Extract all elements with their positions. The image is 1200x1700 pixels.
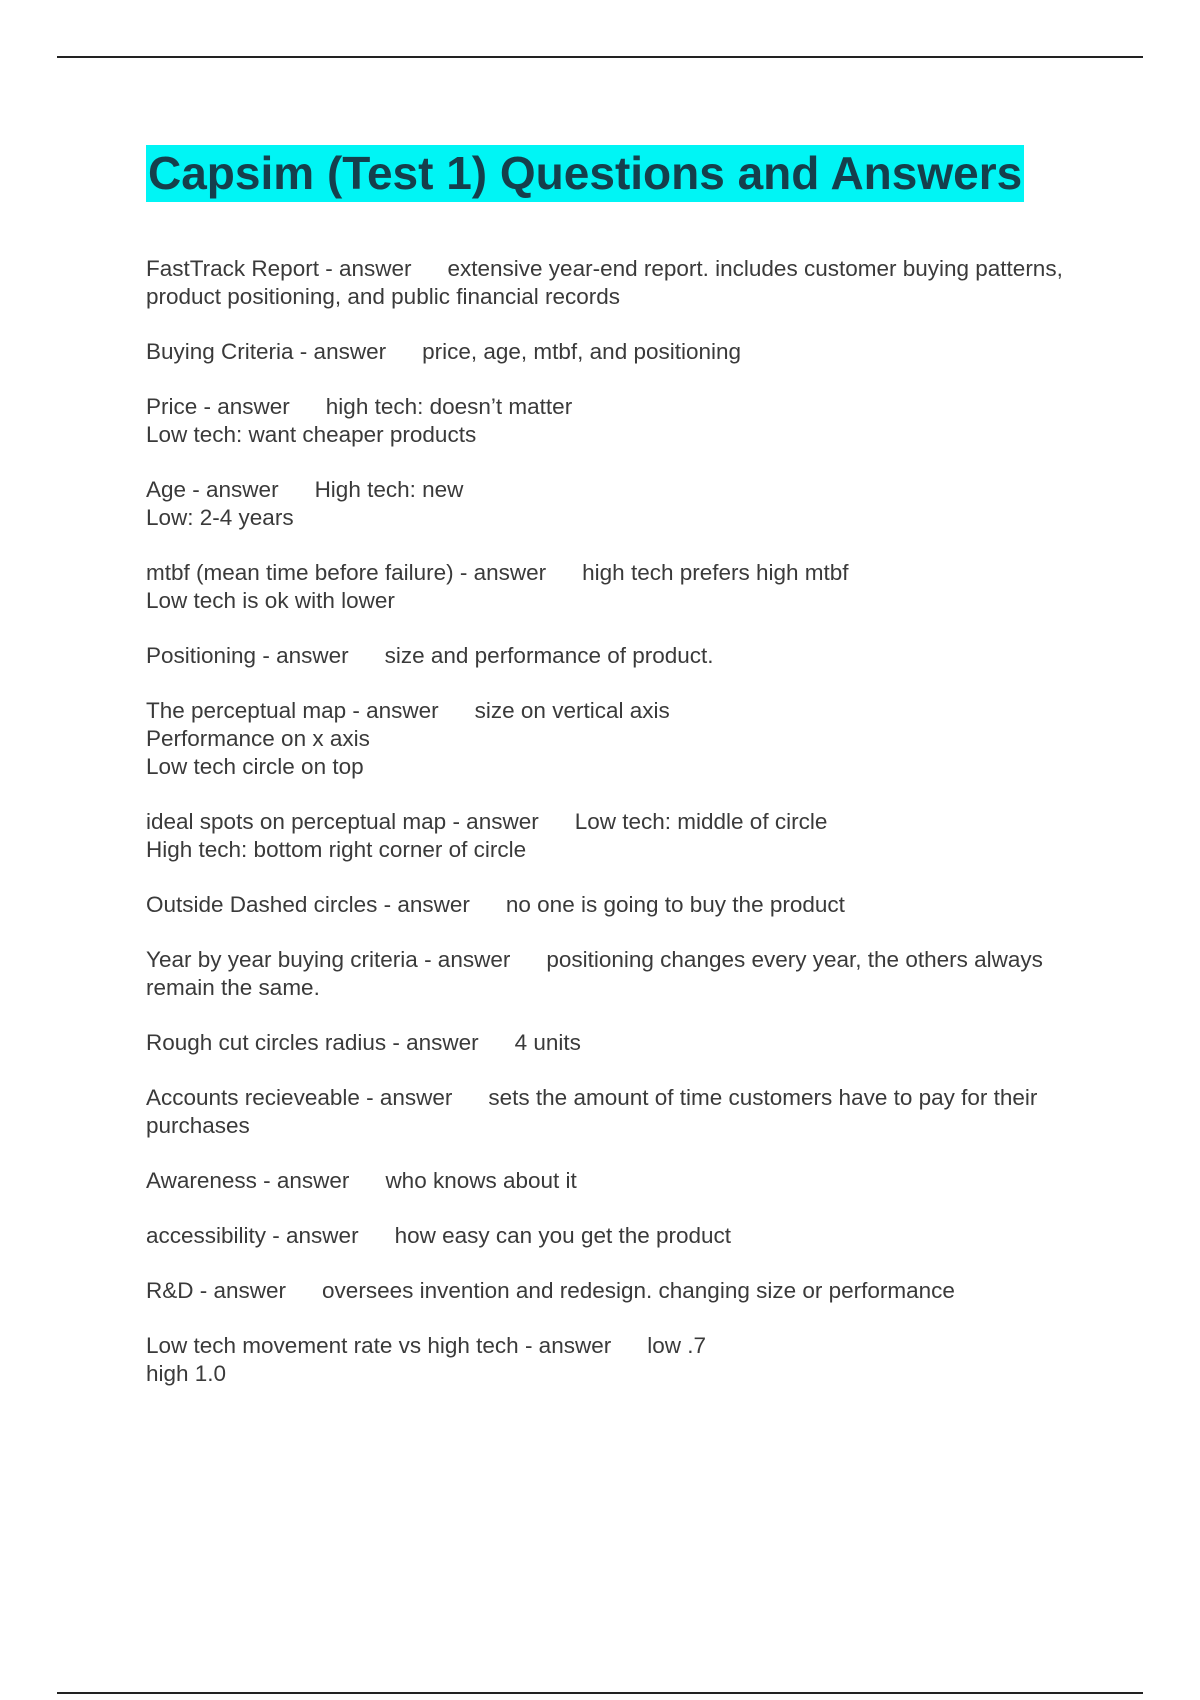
qa-answer: no one is going to buy the product xyxy=(505,892,845,917)
qa-answer: sets the amount of time customers have to pay for their purchases xyxy=(146,1085,1044,1138)
qa-term: FastTrack Report - answer xyxy=(146,256,412,281)
qa-answer: who knows about it xyxy=(385,1168,577,1193)
qa-answer: extensive year-end report. includes customer buying patterns, product positioning, and public financial records xyxy=(146,256,1070,309)
qa-entry xyxy=(146,808,1066,864)
qa-term: Age - answer xyxy=(146,477,279,502)
qa-answer: how easy can you get the product xyxy=(394,1223,732,1248)
qa-entry xyxy=(146,1277,1066,1305)
bottom-rule xyxy=(57,1692,1143,1694)
qa-term: ideal spots on perceptual map - answer xyxy=(146,809,539,834)
qa-list xyxy=(146,255,1070,1415)
qa-entry xyxy=(146,642,1066,670)
qa-term: Accounts recieveable - answer xyxy=(146,1085,453,1110)
page-title: Capsim (Test 1) Questions and Answers xyxy=(146,145,1024,202)
qa-entry xyxy=(146,255,1070,311)
qa-term: accessibility - answer xyxy=(146,1223,359,1248)
qa-term: Outside Dashed circles - answer xyxy=(146,892,470,917)
title-block xyxy=(146,145,1024,202)
qa-answer: oversees invention and redesign. changing size or performance xyxy=(322,1278,955,1303)
qa-entry xyxy=(146,476,1066,532)
qa-term: Year by year buying criteria - answer xyxy=(146,947,511,972)
qa-entry xyxy=(146,1029,1066,1057)
qa-answer: low .7 high 1.0 xyxy=(146,1333,706,1386)
qa-answer: price, age, mtbf, and positioning xyxy=(422,339,742,364)
qa-term: Low tech movement rate vs high tech - answer xyxy=(146,1333,612,1358)
qa-answer: positioning changes every year, the others always remain the same. xyxy=(146,947,1050,1000)
qa-entry xyxy=(146,1222,1066,1250)
qa-answer: high tech prefers high mtbf Low tech is ok with lower xyxy=(146,560,849,613)
qa-entry xyxy=(146,891,1066,919)
qa-term: Rough cut circles radius - answer xyxy=(146,1030,479,1055)
top-rule xyxy=(57,56,1143,58)
qa-entry xyxy=(146,946,1066,1002)
qa-term: R&D - answer xyxy=(146,1278,287,1303)
qa-term: Buying Criteria - answer xyxy=(146,339,387,364)
qa-answer: high tech: doesn’t matter Low tech: want cheaper products xyxy=(146,394,573,447)
qa-term: Price - answer xyxy=(146,394,290,419)
qa-entry xyxy=(146,338,1066,366)
qa-entry xyxy=(146,1167,1066,1195)
qa-term: The perceptual map - answer xyxy=(146,698,439,723)
qa-answer: Low tech: middle of circle High tech: bottom right corner of circle xyxy=(146,809,828,862)
qa-term: Awareness - answer xyxy=(146,1168,350,1193)
qa-answer: High tech: new Low: 2-4 years xyxy=(146,477,464,530)
qa-entry xyxy=(146,697,1066,781)
qa-answer: size on vertical axis Performance on x axis Low tech circle on top xyxy=(146,698,670,779)
qa-entry xyxy=(146,393,1066,449)
qa-answer: size and performance of product. xyxy=(384,643,714,668)
qa-entry xyxy=(146,1084,1066,1140)
qa-answer: 4 units xyxy=(514,1030,581,1055)
qa-entry xyxy=(146,559,1066,615)
qa-entry xyxy=(146,1332,1066,1388)
qa-term: Positioning - answer xyxy=(146,643,349,668)
qa-term: mtbf (mean time before failure) - answer xyxy=(146,560,547,585)
